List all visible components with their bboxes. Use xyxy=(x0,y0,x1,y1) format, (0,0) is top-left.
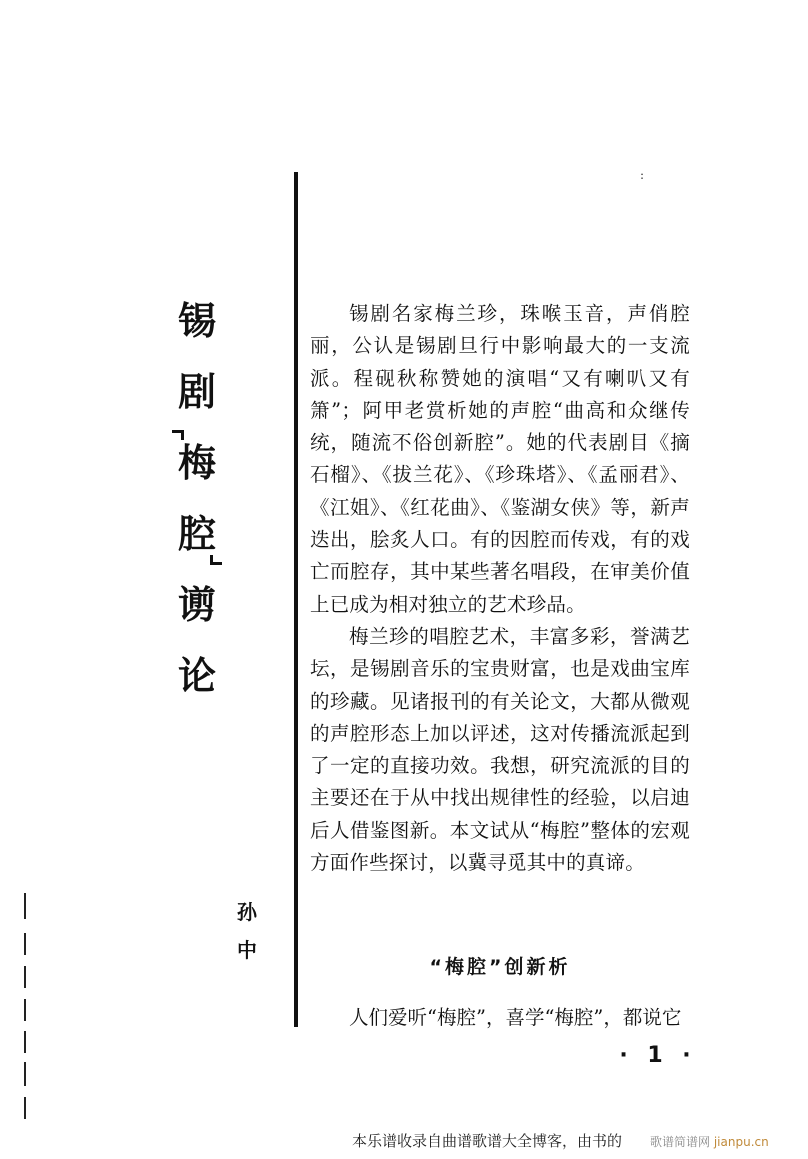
author-char: 孙 xyxy=(237,900,257,924)
title-char: 论 xyxy=(177,654,216,698)
page-number: · 1 · xyxy=(619,1043,697,1068)
edge-mark xyxy=(24,933,26,955)
title-char: 锡 xyxy=(177,299,216,343)
vertical-divider xyxy=(294,172,298,1027)
paragraph-continuation: 人们爱听“梅腔”，喜学“梅腔”，都说它 xyxy=(349,1006,682,1029)
watermark-prefix: 歌谱简谱网 xyxy=(650,1135,711,1149)
edge-mark xyxy=(24,1031,26,1053)
footer-watermark xyxy=(650,1133,769,1150)
title-char: 剧 xyxy=(177,370,216,414)
edge-mark xyxy=(24,1062,26,1086)
edge-mark xyxy=(24,999,26,1021)
watermark-site: jianpu.cn xyxy=(713,1135,769,1149)
open-bracket xyxy=(172,430,184,440)
edge-mark xyxy=(24,893,26,919)
title-char-with-open-bracket: 梅 xyxy=(178,444,216,482)
article-body xyxy=(310,298,690,879)
paragraph: 锡剧名家梅兰珍，珠喉玉音，声俏腔丽，公认是锡剧旦行中影响最大的一支流派。程砚秋称赞她的演唱“又有喇叭又有箫”；阿甲老赏析她的声腔“曲高和众继传统，随流不俗创新腔”。她的代表剧目《摘石榴》、《拔兰花》、《珍珠塔》、《孟丽君》、《江姐》、《红花曲》、《鉴湖女侠》等，新声迭出，脍炙人口。有的因腔而传戏，有的戏亡而腔存，其中某些著名唱段，在审美价值上已成为相对独立的艺术珍品。 xyxy=(310,302,690,616)
author-char: 中 xyxy=(237,938,257,962)
edge-mark xyxy=(24,966,26,988)
footer-credit: 本乐谱收录自曲谱歌谱大全博客，由书的 xyxy=(352,1132,623,1150)
title-char-with-close-bracket: 腔 xyxy=(178,515,216,553)
author-name xyxy=(232,896,262,972)
article-title xyxy=(170,299,224,728)
top-mark: : xyxy=(640,168,645,182)
close-bracket xyxy=(210,555,222,565)
paragraph: 梅兰珍的唱腔艺术，丰富多彩，誉满艺坛，是锡剧音乐的宝贵财富，也是戏曲宝库的珍藏。见诸报刊的有关论文，大都从微观的声腔形态上加以评述，这对传播流派起到了一定的直接功效。我想，研究流派的目的主要还在于从中找出规律性的经验，以启迪后人借鉴图新。本文试从“梅腔”整体的宏观方面作些探讨，以冀寻觅其中的真谛。 xyxy=(310,624,690,875)
title-char: 谫 xyxy=(177,583,216,627)
edge-mark xyxy=(24,1097,26,1119)
section-heading: “梅腔”创新析 xyxy=(429,956,571,978)
